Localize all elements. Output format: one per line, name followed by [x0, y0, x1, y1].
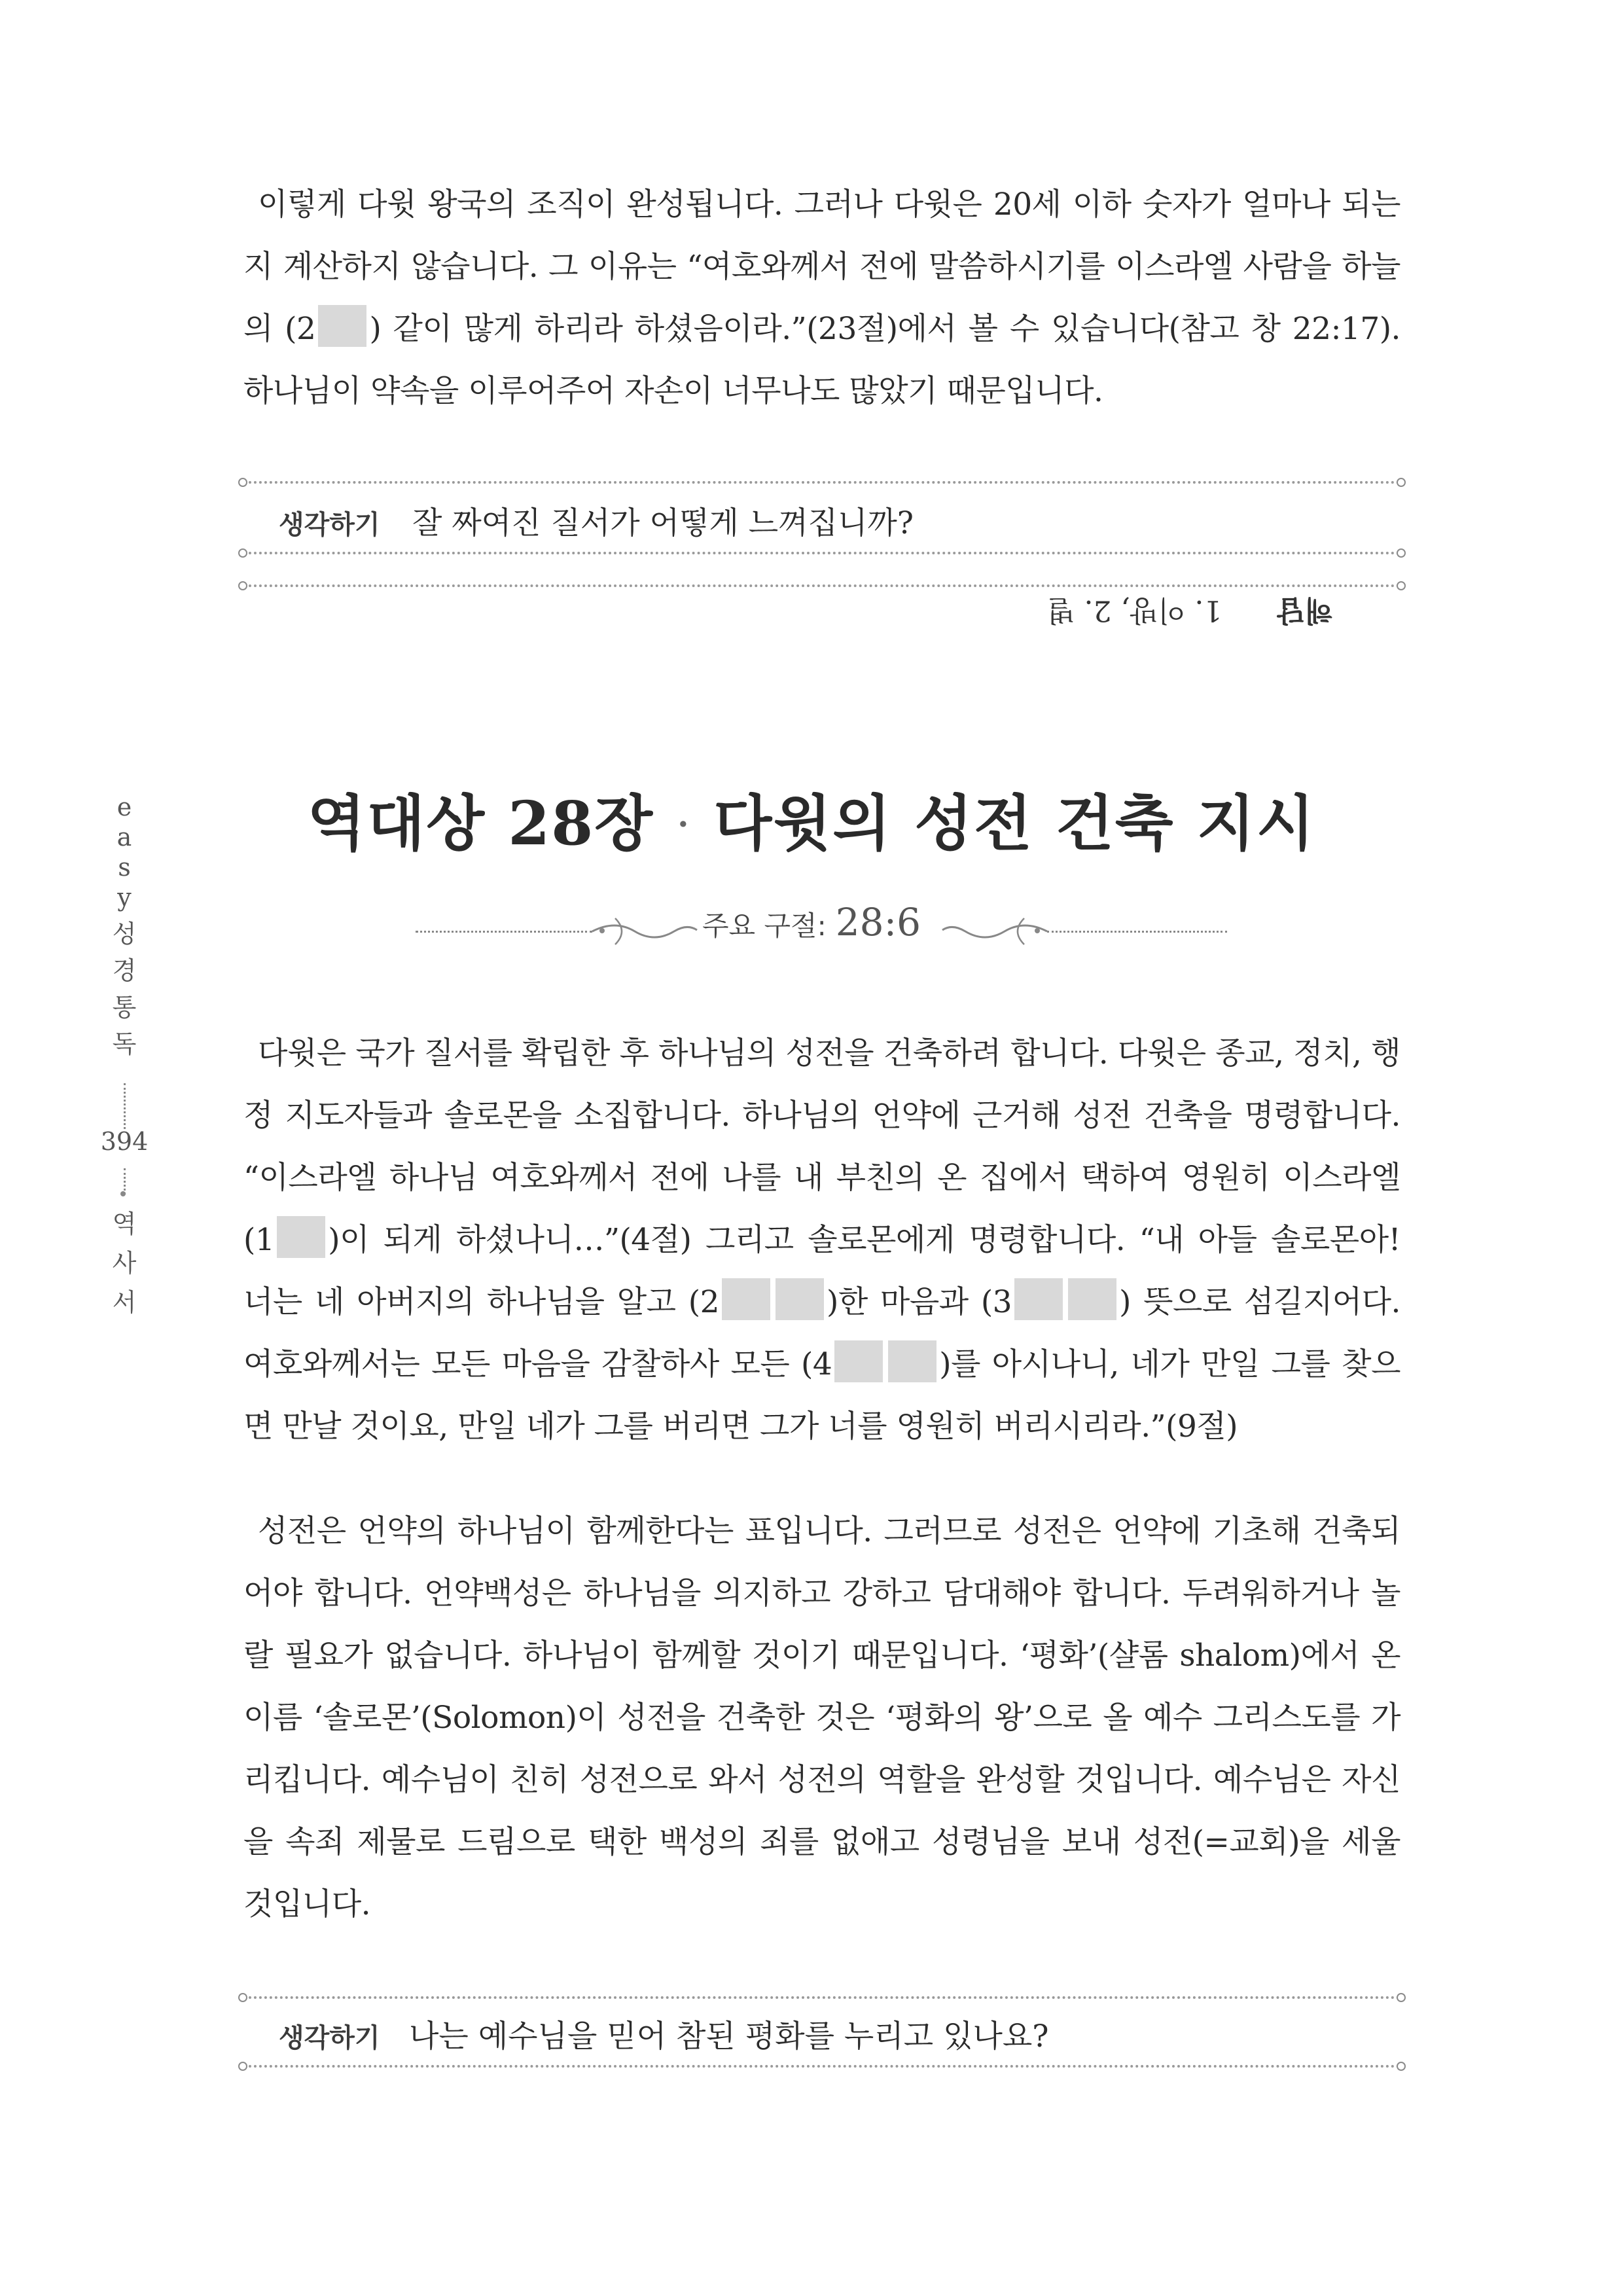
answer-box-top-border	[243, 584, 1400, 587]
fill-blank	[776, 1278, 824, 1320]
think-box-top-border	[243, 481, 1400, 484]
think-question: 나는 예수님을 믿어 참된 평화를 누리고 있나요?	[409, 2018, 1049, 2054]
series-char: e	[116, 793, 132, 821]
page-number: 394	[100, 1127, 149, 1156]
series-char: a	[116, 823, 132, 852]
answer-text: 1. 이방, 2. 별	[1047, 594, 1222, 627]
series-char: 성	[112, 920, 137, 948]
series-char: 통	[112, 993, 137, 1022]
body-paragraph	[243, 1022, 1400, 1458]
body-text-1: 다윗은 국가 질서를 확립한 후 하나님의 성전을 건축하려 합니다. 다윗은 종교, 정치, 행정 지도자들과 솔로몬을 소집합니다. 하나님의 언약에 근거해 성전 건축을 명령합니다. “이스라엘 하나님 여호와께서 전에 나를 내 부친의 온 집에서 택하여 영원히 이스라엘 (1	[243, 1035, 1400, 1258]
fill-blank	[277, 1216, 325, 1258]
intro-text-1: 이렇게 다윗 왕국의 조직이 완성됩니다. 그러나 다윗은 20세 이하 숫자가 얼마나 되는지 계산하지 않습니다. 그 이유는 “여호와께서 전에 말씀하시기를 이스라엘 사람을 하늘의 (2	[243, 187, 1400, 347]
body-paragraph: 성전은 언약의 하나님이 함께한다는 표입니다. 그러므로 성전은 언약에 기초해 건축되어야 합니다. 언약백성은 하나님을 의지하고 강하고 담대해야 합니다. 두려워하거나 놀랄 필요가 없습니다. 하나님이 함께할 것이기 때문입니다. ‘평화’(샬롬 shalom)에서 온 이름 ‘솔로몬’(Solomon)이 성전을 건축한 것은 ‘평화의 왕’으로 올 예수 그리스도를 가리킵니다. 예수님이 친히 성전으로 와서 성전의 역할을 완성할 것입니다. 예수님은 자신을 속죄 제물로 드림으로 택한 백성의 죄를 없애고 성령님을 보내 성전(=교회)을 세울 것입니다.	[243, 1513, 1400, 1922]
answer-label: 해답	[1277, 594, 1333, 627]
intro-paragraph	[243, 173, 1400, 422]
series-char: y	[117, 883, 132, 912]
fill-blank	[834, 1340, 883, 1382]
key-verse-label: 주요 구절:	[702, 910, 827, 942]
fill-blank	[1014, 1278, 1063, 1320]
chapter-title: 다윗의 성전 건축 지시	[713, 788, 1316, 859]
intro-text-2: ) 같이 많게 하리라 하셨음이라.”(23절)에서 볼 수 있습니다(참고 창 22:17). 하나님이 약속을 이루어주어 자손이 너무나도 많았기 때문입니다.	[243, 311, 1400, 409]
series-char: s	[118, 853, 131, 882]
think-question: 잘 짜여진 질서가 어떻게 느껴집니까?	[412, 505, 914, 541]
title-separator: ·	[677, 804, 690, 843]
answer-key	[1047, 592, 1385, 634]
body-text-5: )를 아시나니, 네가 만일 그를 찾으면 만날 것이요, 만일 네가 그를 버리면 그가 너를 영원히 버리시리라.”(9절)	[243, 1346, 1400, 1444]
fill-blank	[1068, 1278, 1116, 1320]
chapter-heading	[0, 776, 1623, 862]
think-label: 생각하기	[279, 510, 380, 540]
fill-blank	[722, 1278, 770, 1320]
fill-blank	[888, 1340, 936, 1382]
chapter-book: 역대상 28장	[307, 788, 654, 859]
section-char: 역	[112, 1210, 137, 1238]
sidebar-divider	[124, 1083, 126, 1129]
sidebar-dot	[120, 1191, 126, 1196]
key-verse-ref: 28:6	[835, 900, 921, 944]
fill-blank	[318, 305, 366, 347]
body-text-3: )한 마음과 (3	[826, 1284, 1012, 1320]
think-label: 생각하기	[279, 2023, 380, 2053]
series-char: 독	[112, 1030, 137, 1058]
section-label	[111, 1204, 137, 1322]
sidebar-divider	[124, 1168, 126, 1194]
think-box-bottom-border	[243, 2065, 1400, 2068]
think-box-bottom-border	[243, 552, 1400, 554]
body-text-2: )이 되게 하셨나니…”(4절) 그리고 솔로몬에게 명령합니다. “내 아들 솔로몬아! 너는 네 아버지의 하나님을 알고 (2	[243, 1222, 1400, 1320]
series-char: 경	[112, 956, 137, 985]
key-verse	[0, 900, 1623, 944]
flourish-right-icon	[939, 913, 1050, 949]
series-label	[111, 792, 137, 1059]
think-box-top-border	[243, 1996, 1400, 1999]
section-char: 서	[112, 1288, 137, 1317]
body-text-4: ) 뜻으로 섬길지어다. 여호와께서는 모든 마음을 감찰하사 모든 (4	[243, 1284, 1400, 1382]
ornament-right	[1047, 931, 1227, 933]
section-char: 사	[112, 1249, 137, 1278]
